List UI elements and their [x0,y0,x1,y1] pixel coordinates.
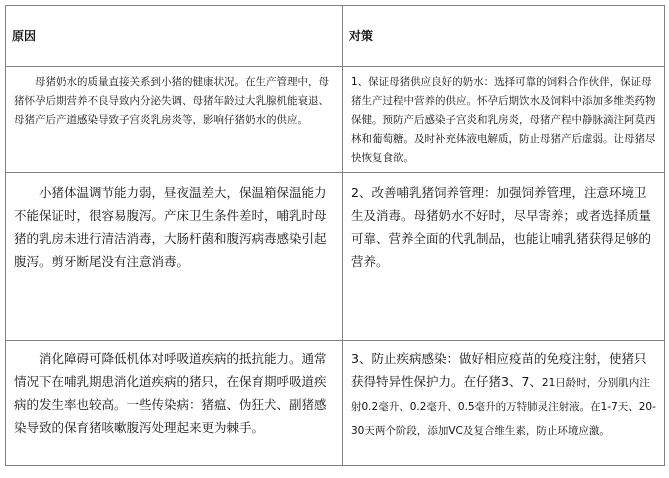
cause-cell-1 [6,67,343,173]
table-row [6,341,665,466]
cause-cell-2 [6,173,343,341]
header-cause-cell [6,6,343,67]
countermeasure-text-2: 2、改善哺乳猪饲养管理：加强饲养管理，注意环境卫生及消毒。母猪奶水不好时，尽早寄养；或者选择质量可靠、营养全面的代乳制品，也能让哺乳猪获得足够的营养。 [351,185,652,269]
header-cause: 原因 [12,29,37,43]
table-row [6,67,665,173]
countermeasure-cell-3 [343,341,665,466]
header-countermeasure-cell [343,6,665,67]
cause-text-1: 母猪奶水的质量直接关系到小猪的健康状况。在生产管理中，母猪怀孕后期营养不良导致内分泌失调、母猪年龄过大乳腺机能衰退、母猪产后产道感染导致子宫炎乳房炎等，影响仔猪奶水的供应。 [14,76,329,126]
cause-countermeasure-table [5,5,665,466]
header-countermeasure: 对策 [349,29,374,43]
cause-text-3: 消化障碍可降低机体对呼吸道疾病的抵抗能力。通常情况下在哺乳期患消化道疾病的猪只，在保育期呼吸道疾病的发生率也较高。一些传染病：猪瘟、伪狂犬、副猪感染导致的保育猪咳嗽腹泻处理起来更为棘手。 [14,351,327,435]
countermeasure-cell-1 [343,67,665,173]
cause-cell-3 [6,341,343,466]
countermeasure-text-3 [343,341,664,447]
countermeasure-text-3a: 3、防止疾病感染：做好相应疫苗的免疫注射，使猪只获得特异性保护力。在仔猪3、7、 [351,351,647,389]
countermeasure-cell-2 [343,173,665,341]
table-header-row [6,6,665,67]
countermeasure-text-1: 1、保证母猪供应良好的奶水：选择可靠的饲料合作伙伴，保证母猪生产过程中营养的供应。怀孕后期饮水及饲料中添加多维类药物保健。预防产后感染子宫炎和乳房炎，母猪产程中静脉滴注阿莫西林和葡萄糖。及时补充体液电解质，防止母猪产后虚弱。让母猪尽快恢复食欲。 [351,76,656,164]
countermeasure-text-3b: 21日龄时，分别肌内注射0.2毫升、0.2毫升、0.5毫升的万特肺灵注射液。在1-7天、20-30天两个阶段，添加VC及复合维生素，防止环境应激。 [351,377,656,437]
cause-text-2: 小猪体温调节能力弱，昼夜温差大，保温箱保温能力不能保证时，很容易腹泻。产床卫生条件差时，哺乳时母猪的乳房未进行清洁消毒，大肠杆菌和腹泻病毒感染引起腹泻。剪牙断尾没有注意消毒。 [14,185,327,269]
table-row [6,173,665,341]
